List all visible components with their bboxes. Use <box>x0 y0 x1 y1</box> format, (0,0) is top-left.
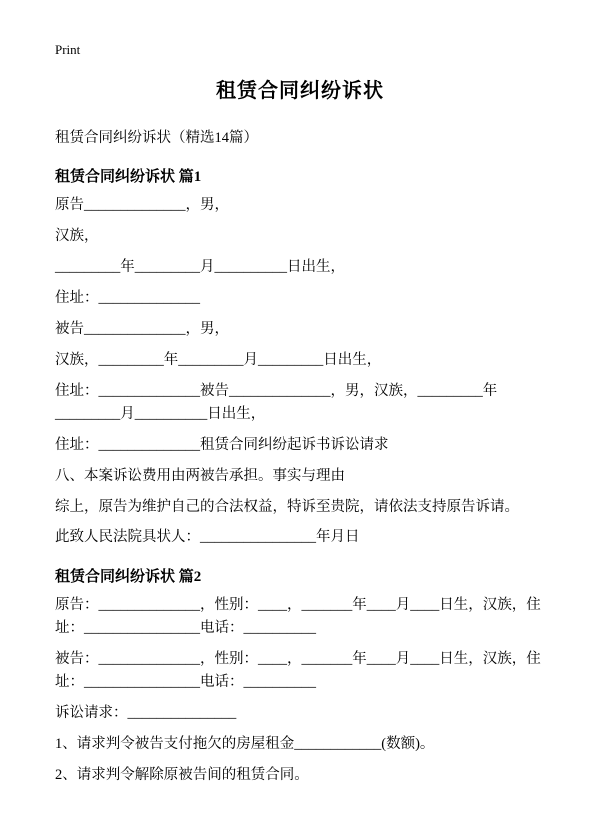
paragraph: 汉族，_________年_________月_________日出生， <box>55 352 382 368</box>
paragraph: 原告______________，男， <box>55 197 229 214</box>
paragraph: 此致人民法院具状人：________________年月日 <box>55 529 360 546</box>
paragraph: 汉族， <box>55 228 99 245</box>
section-1-heading: 租赁合同纠纷诉状 篇1 <box>55 169 202 186</box>
paragraph: 住址：______________ <box>55 290 200 307</box>
paragraph: 被告______________，男， <box>55 321 229 338</box>
document-subtitle: 租赁合同纠纷诉状（精选14篇） <box>55 130 258 146</box>
section-2-heading: 租赁合同纠纷诉状 篇2 <box>55 569 202 586</box>
paragraph: 2、请求判令解除原被告间的租赁合同。 <box>55 766 309 783</box>
print-button[interactable]: Print <box>55 42 81 57</box>
page-title: 租赁合同纠纷诉状 <box>216 80 384 102</box>
paragraph: 综上，原告为维护自己的合法权益，特诉至贵院，请依法支持原告诉请。 <box>55 498 519 515</box>
paragraph: 住址：______________租赁合同纠纷起诉书诉讼请求 <box>55 436 389 453</box>
paragraph: _________年_________月__________日出生， <box>55 259 345 276</box>
paragraph: 被告：______________，性别：____，_______年____月____日生，汉族，住址：________________电话：__________ <box>55 651 541 691</box>
paragraph: 住址：______________被告______________，男，汉族，_________年_________月__________日出生， <box>55 382 498 422</box>
paragraph: 原告：______________，性别：____，_______年____月____日生，汉族，住址：________________电话：__________ <box>55 597 541 637</box>
paragraph: 诉讼请求：_______________ <box>55 704 237 721</box>
paragraph: 1、请求判令被告支付拖欠的房屋租金____________(数额)。 <box>55 735 435 752</box>
paragraph: 八、本案诉讼费用由两被告承担。事实与理由 <box>55 467 345 484</box>
